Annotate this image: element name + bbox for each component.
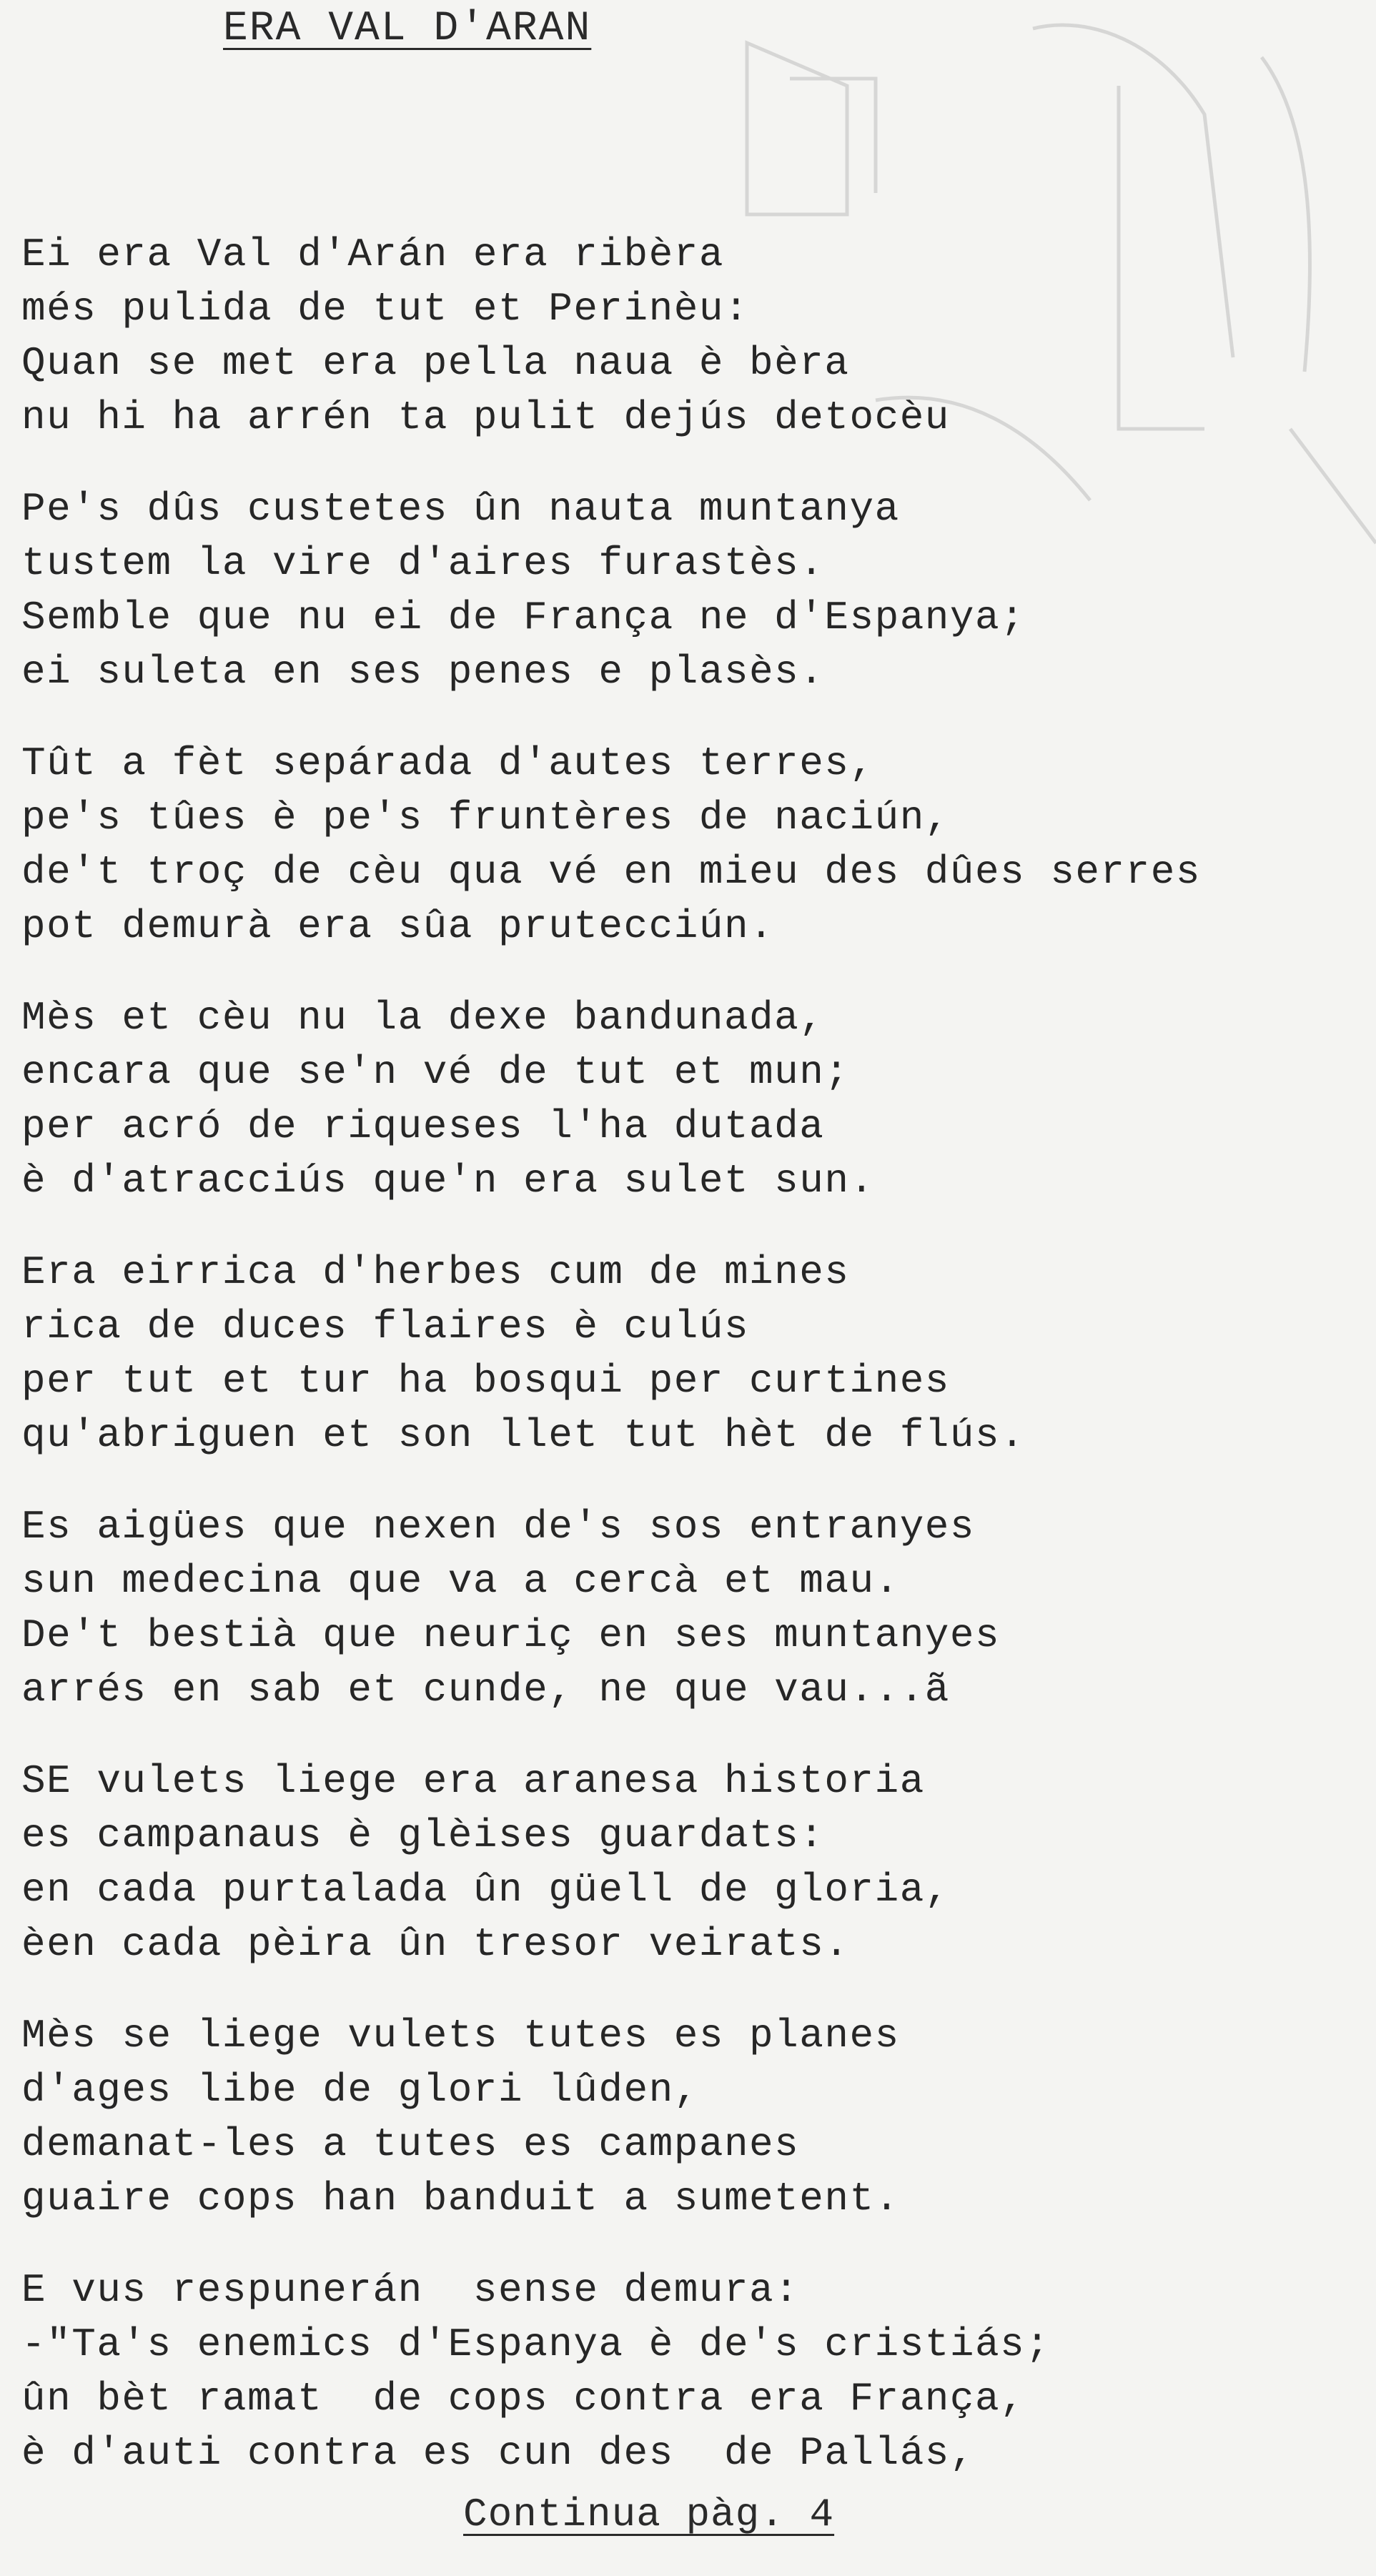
poem-line: qu'abriguen et son llet tut hèt de flús.	[21, 1412, 1026, 1458]
poem-line: en cada purtalada ûn güell de gloria,	[21, 1867, 950, 1913]
poem-line: Es aigües que nexen de's sos entranyes	[21, 1504, 976, 1550]
poem-line: èen cada pèira ûn tresor veirats.	[21, 1921, 850, 1967]
poem-line: encara que se'n vé de tut et mun;	[21, 1049, 850, 1095]
document-title: ERA VAL D'ARAN	[223, 6, 592, 52]
stanza-8	[21, 2008, 1365, 2226]
poem-line: Tût a fèt sepárada d'autes terres,	[21, 740, 875, 786]
poem-line: sun medecina que va a cercà et mau.	[21, 1558, 900, 1604]
stanza-3	[21, 736, 1365, 953]
poem-line: pot demurà era sûa prutecciún.	[21, 903, 775, 949]
poem-line: arrés en sab et cunde, ne que vau...ã	[21, 1667, 950, 1713]
poem-line: més pulida de tut et Perinèu:	[21, 286, 750, 332]
poem-line: Semble que nu ei de França ne d'Espanya;	[21, 595, 1026, 640]
poem-line: Ei era Val d'Arán era ribèra	[21, 232, 724, 277]
stanza-5	[21, 1245, 1365, 1462]
poem-line: es campanaus è glèises guardats:	[21, 1813, 825, 1858]
poem-line: pe's tûes è pe's fruntères de naciún,	[21, 795, 950, 841]
stanza-9	[21, 2263, 1365, 2480]
poem-line: d'ages libe de glori lûden,	[21, 2067, 699, 2113]
stanza-1	[21, 227, 1365, 445]
stanza-6	[21, 1500, 1365, 1717]
poem-line: demanat-les a tutes es campanes	[21, 2121, 800, 2167]
continuation-note: Continua pàg. 4	[463, 2492, 835, 2537]
poem-line: Era eirrica d'herbes cum de mines	[21, 1249, 850, 1295]
poem-line: per tut et tur ha bosqui per curtines	[21, 1358, 950, 1404]
stanza-4	[21, 991, 1365, 1208]
poem-line: è d'atracciús que'n era sulet sun.	[21, 1158, 875, 1204]
stanza-7	[21, 1754, 1365, 1971]
poem-body	[21, 227, 1365, 2517]
stanza-2	[21, 482, 1365, 699]
poem-line: Mès se liege vulets tutes es planes	[21, 2013, 900, 2059]
poem-line: Quan se met era pella naua è bèra	[21, 340, 850, 386]
poem-line: ûn bèt ramat de cops contra era França,	[21, 2376, 1026, 2422]
poem-line: -"Ta's enemics d'Espanya è de's cristiás;	[21, 2322, 1051, 2367]
poem-line: per acró de riqueses l'ha dutada	[21, 1104, 825, 1149]
poem-line: rica de duces flaires è culús	[21, 1304, 750, 1349]
poem-line: SE vulets liege era aranesa historia	[21, 1758, 925, 1804]
poem-line: de't troç de cèu qua vé en mieu des dûes serres	[21, 849, 1201, 895]
poem-line: è d'auti contra es cun des de Pallás,	[21, 2430, 976, 2476]
poem-line: nu hi ha arrén ta pulit dejús detocèu	[21, 395, 950, 440]
poem-line: Mès et cèu nu la dexe bandunada,	[21, 995, 825, 1041]
poem-line: E vus respunerán sense demura:	[21, 2267, 800, 2313]
poem-line: guaire cops han banduit a sumetent.	[21, 2176, 900, 2221]
poem-line: tustem la vire d'aires furastès.	[21, 540, 825, 586]
poem-line: De't bestià que neuriç en ses muntanyes	[21, 1613, 1001, 1658]
poem-line: ei suleta en ses penes e plasès.	[21, 649, 825, 695]
poem-line: Pe's dûs custetes ûn nauta muntanya	[21, 486, 900, 532]
